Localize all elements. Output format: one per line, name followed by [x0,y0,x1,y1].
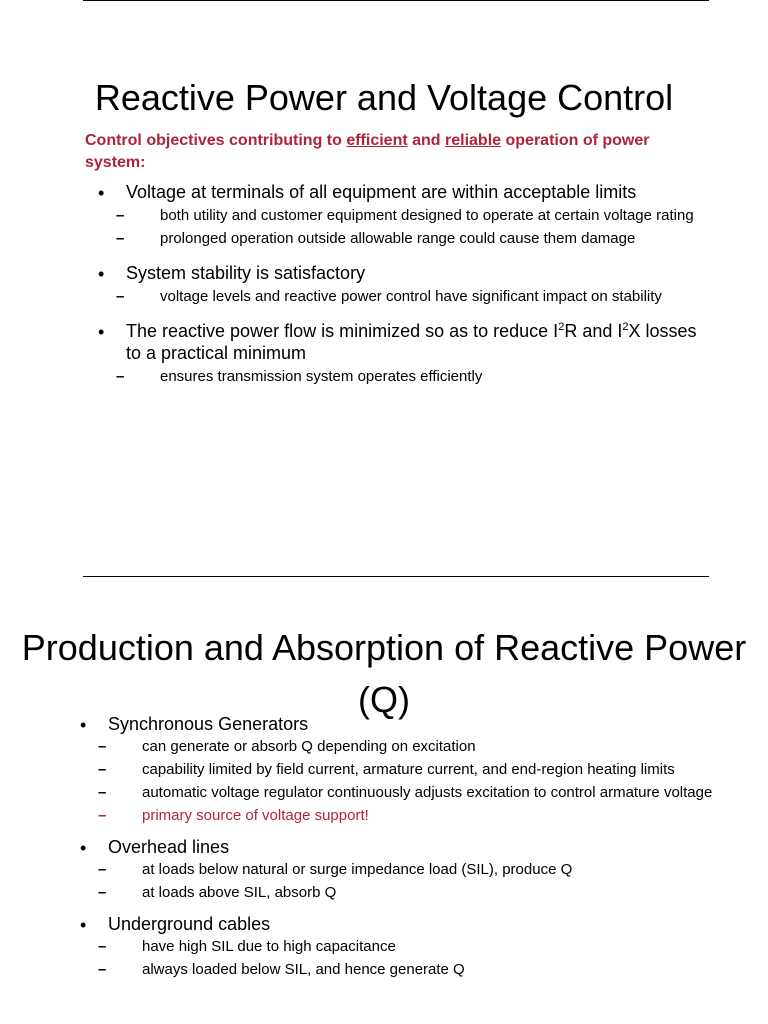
sub-item: – automatic voltage regulator continuously adjusts excitation to control armature voltage [98,784,713,801]
efficient-underlined: efficient [346,132,408,149]
sub-item: – voltage levels and reactive power control have significant impact on stability [116,288,662,305]
slide1-subheading: Control objectives contributing to efficient and reliable operation of power system: [85,132,650,171]
list-item [80,836,720,902]
top-divider [83,0,709,1]
bullet-glyph: • [98,183,105,203]
list-item [80,713,720,825]
bullet-glyph: • [80,715,87,735]
bullet-glyph: • [98,264,105,284]
slide-divider [83,576,709,577]
sub-item: – have high SIL due to high capacitance [98,938,396,955]
bullet-glyph: • [98,322,105,342]
sub-item: – at loads below natural or surge impedance load (SIL), produce Q [98,861,573,878]
sub-item: – ensures transmission system operates efficiently [116,368,483,385]
sub-item: – always loaded below SIL, and hence generate Q [98,961,465,978]
bullet-text: Voltage at terminals of all equipment are within acceptable limits [126,182,637,202]
list-item [98,181,708,248]
slide1-title: Reactive Power and Voltage Control [94,77,674,119]
sub-item: – prolonged operation outside allowable range could cause them damage [116,230,636,247]
sub-item: – both utility and customer equipment designed to operate at certain voltage rating [116,207,694,224]
bullet-text: Synchronous Generators [108,714,309,734]
list-item [98,320,708,386]
slide2-bullet-list [80,713,720,990]
bullet-glyph: • [80,915,87,935]
bullet-glyph: • [80,838,87,858]
sub-item: – at loads above SIL, absorb Q [98,884,337,901]
slide1-bullet-list [98,181,708,400]
bullet-text: Overhead lines [108,837,230,857]
slide2-title: Production and Absorption of Reactive Power (Q) [21,627,747,721]
sub-item-highlight: – primary source of voltage support! [98,807,369,824]
bullet-text: System stability is satisfactory [126,263,366,283]
list-item [80,913,720,979]
bullet-text: Underground cables [108,914,271,934]
sub-item: – capability limited by field current, armature current, and end-region heating limits [98,761,675,778]
reliable-underlined: reliable [445,132,502,149]
bullet-text: The reactive power flow is minimized so as to reduce $I^2R$ and $I^2X$ losses to a practical minimum [126,321,697,363]
sub-item: – can generate or absorb Q depending on excitation [98,738,476,755]
list-item [98,262,708,306]
